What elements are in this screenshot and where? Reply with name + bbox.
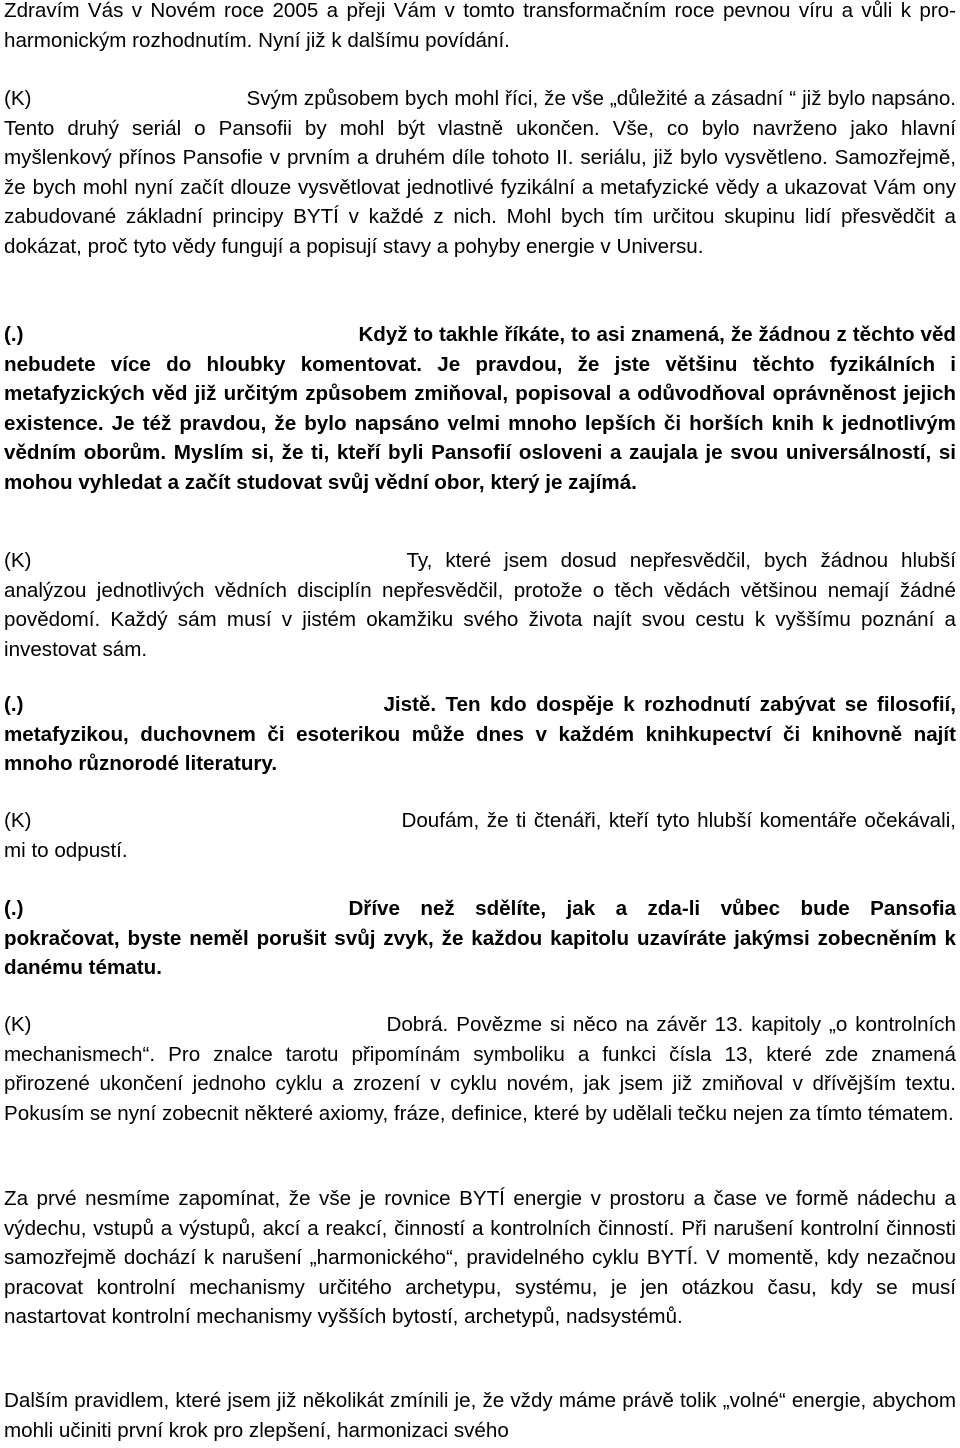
paragraph-text: Svým způsobem bych mohl říci, že vše „důležité a zásadní “ již bylo napsáno. Tento druhý seriál o Pansofii by mohl být vlastně ukončen. Vše, co bylo navrženo jako hlavní myšlenkový přínos Pansofie v prvním a druhém díle tohoto II. seriálu, již bylo vysvětleno. Samozřejmě, že bych mohl nyní začít dlouze vysvětlovat jednotlivé fyzikální a metafyzické vědy a ukazovat Vám ony zabudované základní principy BYTÍ v každé z nich. Mohl bych tím určitou skupinu lidí přesvědčit a dokázat, proč tyto vědy fungují a popisují stavy a pohyby energie v Universu. <box>4 87 956 258</box>
paragraph-dot-1 <box>4 320 956 498</box>
paragraph-text: Když to takhle říkáte, to asi znamená, že žádnou z těchto věd nebudete více do hloubky komentovat. Je pravdou, že jste většinu těchto fyzikálních i metafyzických věd již určitým způsobem zmiňoval, popisoval a odůvodňoval oprávněnost jejich existence. Je též pravdou, že bylo napsáno velmi mnoho lepších či horších knih k jednotlivým vědním oborům. Myslím si, že ti, kteří byli Pansofií osloveni a zaujala je svou universálností, si mohou vyhledat a začít studovat svůj vědní obor, který je zajímá. <box>4 323 956 494</box>
paragraph-k-4 <box>4 1010 956 1128</box>
speaker-label: (K) <box>4 549 32 572</box>
speaker-label: (K) <box>4 87 32 110</box>
speaker-label: (K) <box>4 1013 32 1036</box>
speaker-label: (.) <box>4 693 24 716</box>
paragraph-text: Dalším pravidlem, které jsem již několikát zmínili je, že vždy máme právě tolik „volné“ energie, abychom mohli učiniti první krok pro zlepšení, harmonizaci svého <box>4 1389 956 1442</box>
paragraph-text: Zdravím Vás v Novém roce 2005 a přeji Vám v tomto transformačním roce pevnou víru a vůli k pro-harmonickým rozhodnutím. Nyní již k dalšímu povídání. <box>4 0 956 52</box>
paragraph-rule-1 <box>4 1184 956 1332</box>
paragraph-text: Za prvé nesmíme zapomínat, že vše je rovnice BYTÍ energie v prostoru a čase ve formě nádechu a výdechu, vstupů a výstupů, akcí a reakcí, činností a kontrolních činností. Při narušení kontrolní činnosti samozřejmě dochází k narušení „harmonického“, pravidelného cyklu BYTÍ. V momentě, kdy nezačnou pracovat kontrolní mechanismy určitého archetypu, systému, je jen otázkou času, kdy se musí nastartovat kontrolní mechanismy vyšších bytostí, archetypů, nadsystémů. <box>4 1187 956 1329</box>
paragraph-dot-2 <box>4 690 956 779</box>
paragraph-dot-3 <box>4 894 956 983</box>
paragraph-rule-2 <box>4 1386 956 1445</box>
paragraph-text: Ty, které jsem dosud nepřesvědčil, bych žádnou hlubší analýzou jednotlivých vědních disciplín nepřesvědčil, protože o těch vědách většinou nemají žádné povědomí. Každý sám musí v jistém okamžiku svého života najít svou cestu k vyššímu poznání a investovat sám. <box>4 549 956 661</box>
speaker-label: (K) <box>4 809 32 832</box>
paragraph-text: Dobrá. Povězme si něco na závěr 13. kapitoly „o kontrolních mechanismech“. Pro znalce tarotu připomínám symboliku a funkci čísla 13, které zde znamená přirozené ukončení jednoho cyklu a zrození v cyklu novém, jak jsem již zmiňoval v dřívějším textu. Pokusím se nyní zobecnit některé axiomy, fráze, definice, které by udělali tečku nejen za tímto tématem. <box>4 1013 956 1125</box>
paragraph-k-1 <box>4 84 956 262</box>
speaker-label: (.) <box>4 323 24 346</box>
paragraph-text: Jistě. Ten kdo dospěje k rozhodnutí zabývat se filosofií, metafyzikou, duchovnem či esoterikou může dnes v každém knihkupectví či knihovně najít mnoho různorodé literatury. <box>4 693 956 776</box>
paragraph-greeting <box>4 0 956 55</box>
paragraph-text: Dříve než sdělíte, jak a zda-li vůbec bude Pansofia pokračovat, byste neměl porušit svůj zvyk, že každou kapitolu uzavíráte jakýmsi zobecněním k danému tématu. <box>4 897 956 980</box>
paragraph-k-3 <box>4 806 956 865</box>
speaker-label: (.) <box>4 897 24 920</box>
paragraph-k-2 <box>4 546 956 664</box>
paragraph-text: Doufám, že ti čtenáři, kteří tyto hlubší komentáře očekávali, mi to odpustí. <box>4 809 956 862</box>
